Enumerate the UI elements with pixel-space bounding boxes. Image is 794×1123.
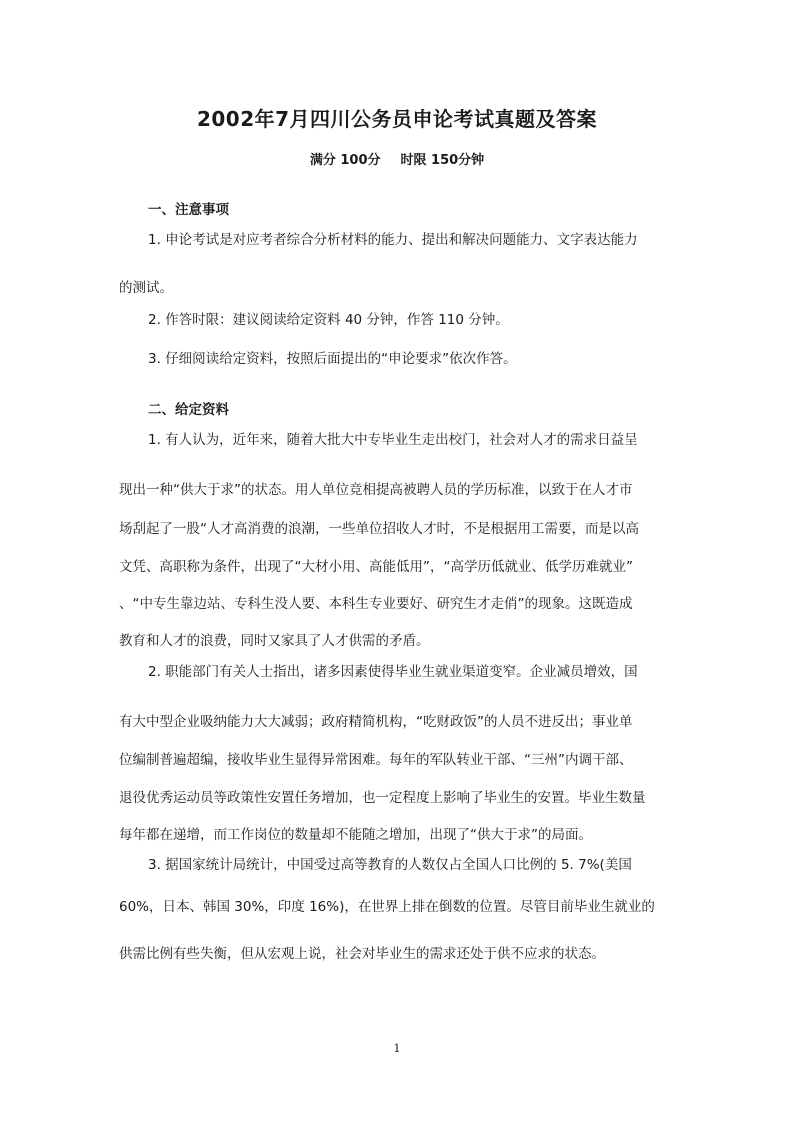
paragraph-line: 2. 职能部门有关人士指出，诸多因素使得毕业生就业渠道变窄。企业减员增效，国 — [148, 664, 638, 680]
paragraph-line: 教育和人才的浪费，同时又家具了人才供需的矛盾。 — [119, 633, 430, 649]
paragraph-line: 位编制普遍超编，接收毕业生显得异常困难。每年的军队转业干部、“三州”内调干部、 — [119, 752, 633, 768]
paragraph-line: 现出一种“供大于求”的状态。用人单位竞相提高被聘人员的学历标准，以致于在人才市 — [119, 482, 633, 498]
subtitle-score: 满分 100分 — [309, 153, 381, 168]
paragraph-line: 3. 据国家统计局统计，中国受过高等教育的人数仅占全国人口比例的 5. 7%(美国 — [148, 857, 632, 873]
page-number: 1 — [393, 1042, 401, 1055]
subtitle-time: 时限 150分钟 — [400, 153, 485, 168]
document-subtitle — [0, 149, 794, 168]
paragraph-line: 60%，日本、韩国 30%，印度 16%)，在世界上排在倒数的位置。尽管目前毕业生就业的 — [119, 899, 655, 915]
section1-item-2: 2. 作答时限：建议阅读给定资料 40 分钟，作答 110 分钟。 — [148, 312, 509, 328]
paragraph-line: 1. 有人认为，近年来，随着大批大中专毕业生走出校门，社会对人才的需求日益呈 — [148, 432, 638, 448]
section1-item-3: 3. 仔细阅读给定资料，按照后面提出的“申论要求”依次作答。 — [148, 351, 517, 367]
paragraph-line: 、“中专生靠边站、专科生没人要、本科生专业要好、研究生才走俏”的现象。这既造成 — [119, 596, 633, 612]
paragraph-line: 有大中型企业吸纳能力大大减弱；政府精简机构，“吃财政饭”的人员不进反出；事业单 — [119, 714, 633, 730]
paragraph-line: 退役优秀运动员等政策性安置任务增加，也一定程度上影响了毕业生的安置。毕业生数量 — [119, 790, 646, 806]
section2-heading: 二、给定资料 — [148, 402, 229, 418]
paragraph-line: 文凭、高职称为条件，出现了“大材小用、高能低用”，“高学历低就业、低学历难就业” — [119, 559, 633, 575]
paragraph-line: 场刮起了一股“人才高消费的浪潮，一些单位招收人才时，不是根据用工需要，而是以高 — [119, 521, 639, 537]
section1-item-1-cont: 的测试。 — [119, 280, 173, 296]
paragraph-line: 供需比例有些失衡，但从宏观上说，社会对毕业生的需求还处于供不应求的状态。 — [119, 946, 605, 962]
paragraph-line: 每年都在递增，而工作岗位的数量却不能随之增加，出现了“供大于求”的局面。 — [119, 827, 592, 843]
document-title: 2002年7月四川公务员申论考试真题及答案 — [196, 107, 598, 131]
section1-heading: 一、注意事项 — [148, 202, 229, 218]
section1-item-1: 1. 申论考试是对应考者综合分析材料的能力、提出和解决问题能力、文字表达能力 — [148, 232, 638, 248]
